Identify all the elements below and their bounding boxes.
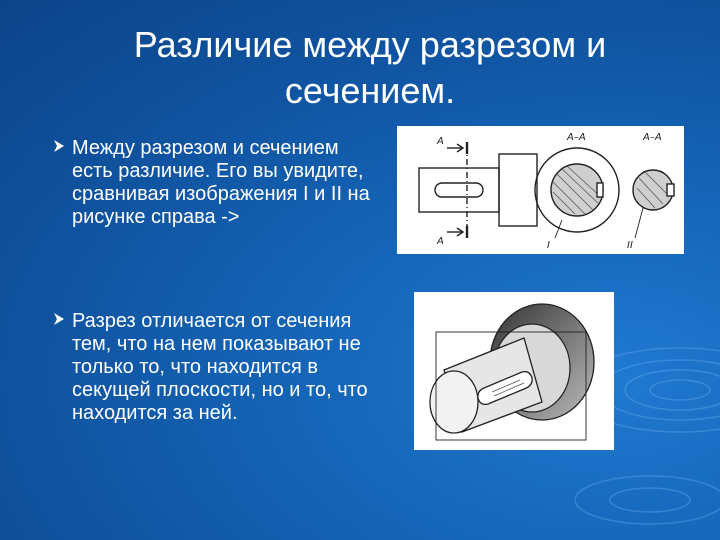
label-ii: II <box>627 240 633 251</box>
label-a-top: А <box>437 136 444 147</box>
arrow-bullet-icon <box>52 139 66 153</box>
label-section-aa: А–А <box>567 132 586 143</box>
section-comparison-drawing <box>397 126 684 254</box>
bullet-text: Между разрезом и сечением есть различие. Его вы увидите, сравнивая изображения I и II на рисунке справа -> <box>72 137 370 228</box>
label-section-a: А–А <box>643 132 662 143</box>
slide-title: Различие между разрезом и сечением. <box>133 24 607 111</box>
shaft-isometric-drawing <box>414 292 614 450</box>
label-a-bottom: А <box>437 236 444 247</box>
bullet-text: Разрез отличается от сечения тем, что на нем показывают не только то, что находится в секущей плоскости, но и то, что находится за ней. <box>72 310 368 424</box>
arrow-bullet-icon <box>52 312 66 326</box>
label-i: I <box>547 240 550 251</box>
